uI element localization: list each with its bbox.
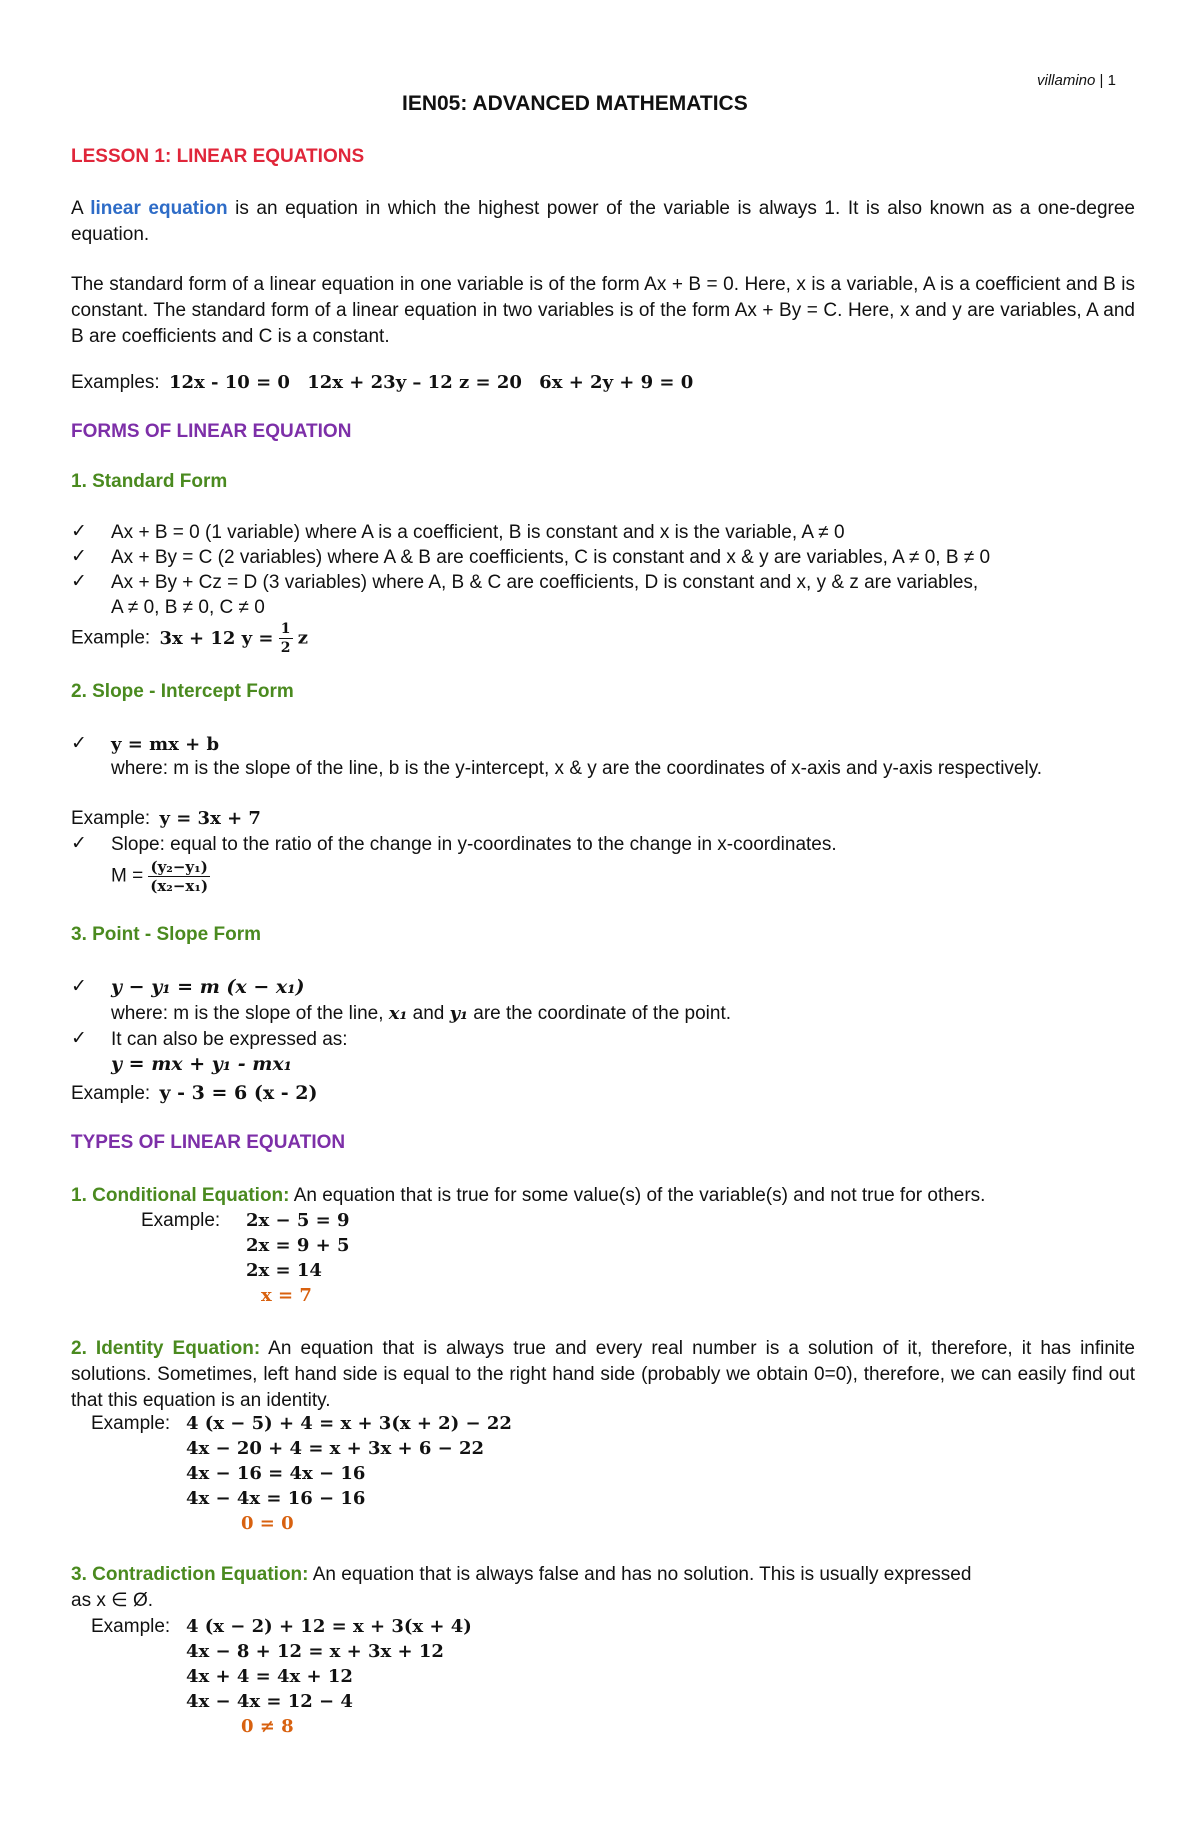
standard-example-rhs: z <box>297 627 309 649</box>
conditional-desc: An equation that is true for some value(s) of the variable(s) and not true for others. <box>289 1185 986 1206</box>
point-slope-where <box>111 1001 731 1027</box>
conditional-description <box>71 1183 985 1209</box>
fraction-numerator: 1 <box>280 621 291 637</box>
conditional-step-3: 2x = 14 <box>246 1260 322 1281</box>
identity-step-4: 4x − 4x = 16 − 16 <box>186 1488 366 1509</box>
identity-description <box>71 1336 1135 1414</box>
page-header <box>1037 72 1116 89</box>
intro-post: is an equation in which the highest power of the variable is always 1. It is also known as a one-degree equation. <box>71 198 1135 245</box>
contradiction-heading: 3. Contradiction Equation: <box>71 1564 309 1585</box>
slope-intercept-formula: y = mx + b <box>111 734 220 755</box>
slope-intercept-example <box>71 806 261 832</box>
slope-denominator: (x₂−x₁) <box>150 877 209 895</box>
slope-intercept-heading: 2. Slope - Intercept Form <box>71 681 294 702</box>
document-title: IEN05: ADVANCED MATHEMATICS <box>402 92 748 115</box>
identity-result: 0 = 0 <box>241 1513 294 1534</box>
conditional-step-1: 2x − 5 = 9 <box>246 1210 350 1231</box>
m-label: M = <box>111 865 144 887</box>
slope-intercept-example-eq: y = 3x + 7 <box>159 808 261 829</box>
contradiction-step-4: 4x − 4x = 12 − 4 <box>186 1691 353 1712</box>
example-label: Example: <box>71 627 151 649</box>
conditional-example-label: Example: <box>141 1210 221 1231</box>
check-icon: ✓ <box>71 570 87 592</box>
examples-line <box>71 370 693 396</box>
point-slope-example <box>71 1080 318 1107</box>
identity-step-1: 4 (x − 5) + 4 = x + 3(x + 2) − 22 <box>186 1413 512 1434</box>
example-eq-1: 12x - 10 = 0 <box>168 372 290 393</box>
conditional-result: x = 7 <box>261 1285 312 1306</box>
fraction-denominator: 2 <box>280 640 291 656</box>
check-icon: ✓ <box>71 975 87 997</box>
identity-heading: 2. Identity Equation: <box>71 1338 261 1359</box>
check-icon: ✓ <box>71 1027 87 1049</box>
check-icon: ✓ <box>71 832 87 854</box>
standard-form-paragraph: The standard form of a linear equation in one variable is of the form Ax + B = 0. Here, x is a variable, A is a coefficient and B is constant. The standard form of a linear equation in two variables is of the form Ax + By = C. Here, x and y are variables, A and B are coefficients and C is a constant. <box>71 274 1135 347</box>
forms-heading: FORMS OF LINEAR EQUATION <box>71 421 352 442</box>
where-pre: where: m is the slope of the line, <box>111 1003 384 1024</box>
x1-symbol: x₁ <box>388 1003 408 1024</box>
author-name: villamino <box>1037 72 1096 89</box>
standard-bullet-1: Ax + B = 0 (1 variable) where A is a coefficient, B is constant and x is the variable, A ≠ 0 <box>111 522 845 543</box>
slope-fraction <box>148 858 209 895</box>
contradiction-step-1: 4 (x − 2) + 12 = x + 3(x + 4) <box>186 1616 472 1637</box>
linear-equation-term: linear equation <box>90 198 228 219</box>
where-post: are the coordinate of the point. <box>473 1003 732 1024</box>
example-eq-2: 12x + 23y – 12 z = 20 <box>307 372 522 393</box>
slope-definition: Slope: equal to the ratio of the change in y-coordinates to the change in x-coordinates. <box>111 834 837 855</box>
identity-step-2: 4x − 20 + 4 = x + 3x + 6 − 22 <box>186 1438 485 1459</box>
intro-pre: A <box>71 198 91 219</box>
one-half-fraction <box>279 620 293 657</box>
identity-desc: An equation that is always true and every real number is a solution of it, therefore, it has infinite solutions. Sometimes, left hand side is equal to the right hand side (probably we obtain 0=0), therefore, we can easily find out that this equation is an identity. <box>71 1338 1135 1411</box>
standard-bullet-3-line-1: Ax + By + Cz = D (3 variables) where A, B & C are coefficients, D is constant and x, y & z are variables, <box>111 572 979 593</box>
contradiction-step-2: 4x − 8 + 12 = x + 3x + 12 <box>186 1641 444 1662</box>
contradiction-desc-2: as x ∈ Ø. <box>71 1590 154 1611</box>
conditional-step-2: 2x = 9 + 5 <box>246 1235 350 1256</box>
also-expressed: It can also be expressed as: <box>111 1029 348 1050</box>
y1-symbol: y₁ <box>449 1003 468 1024</box>
slope-intercept-where: where: m is the slope of the line, b is the y-intercept, x & y are the coordinates of x-axis and y-axis respectively. <box>111 758 1043 779</box>
standard-bullet-3-line-2: A ≠ 0, B ≠ 0, C ≠ 0 <box>111 597 265 618</box>
example-label: Example: <box>71 1083 151 1104</box>
point-slope-example-eq: y - 3 = 6 (x - 2) <box>159 1082 318 1104</box>
intro-paragraph <box>71 196 1135 248</box>
lesson-title: LESSON 1: LINEAR EQUATIONS <box>71 146 365 167</box>
identity-step-3: 4x − 16 = 4x − 16 <box>186 1463 366 1484</box>
contradiction-example-label: Example: <box>91 1616 171 1637</box>
example-label: Example: <box>71 808 151 829</box>
standard-form-heading: 1. Standard Form <box>71 471 228 492</box>
contradiction-step-3: 4x + 4 = 4x + 12 <box>186 1666 353 1687</box>
examples-label: Examples: <box>71 372 160 393</box>
identity-example-label: Example: <box>91 1413 171 1434</box>
contradiction-result: 0 ≠ 8 <box>241 1716 294 1737</box>
standard-bullet-2: Ax + By = C (2 variables) where A & B are coefficients, C is constant and x & y are variables, A ≠ 0, B ≠ 0 <box>111 547 991 568</box>
standard-example-lhs: 3x + 12 y = <box>159 627 274 649</box>
check-icon: ✓ <box>71 520 87 542</box>
check-icon: ✓ <box>71 545 87 567</box>
point-slope-alt-formula: y = mx + y₁ - mx₁ <box>111 1053 293 1075</box>
and-word: and <box>412 1003 445 1024</box>
contradiction-desc-1: An equation that is always false and has no solution. This is usually expressed <box>308 1564 972 1585</box>
example-eq-3: 6x + 2y + 9 = 0 <box>539 372 694 393</box>
slope-formula <box>111 858 210 895</box>
conditional-heading: 1. Conditional Equation: <box>71 1185 290 1206</box>
check-icon: ✓ <box>71 732 87 754</box>
page-number: | 1 <box>1099 72 1116 89</box>
slope-numerator: (y₂−y₁) <box>150 858 208 876</box>
point-slope-heading: 3. Point - Slope Form <box>71 924 262 945</box>
standard-example <box>71 620 308 660</box>
contradiction-description <box>71 1562 971 1588</box>
types-heading: TYPES OF LINEAR EQUATION <box>71 1132 346 1153</box>
point-slope-formula: y − y₁ = m (x − x₁) <box>111 976 305 998</box>
